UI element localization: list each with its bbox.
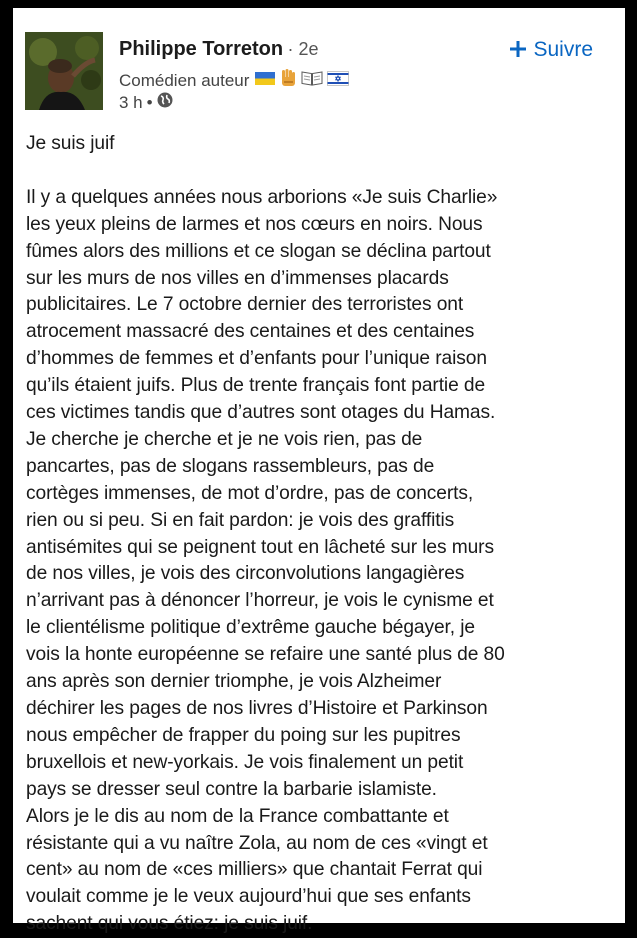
post-meta-row <box>119 92 173 113</box>
avatar-photo <box>25 32 103 110</box>
israel-flag-icon <box>327 71 349 91</box>
post-timestamp[interactable]: 3 h <box>119 92 143 112</box>
author-headline-row <box>119 68 353 93</box>
post-line: publicitaires. Le 7 octobre dernier des terroristes ont <box>26 294 464 316</box>
post-line: sur les murs de nos villes en d’immenses placards <box>26 267 449 289</box>
post-line: vois la honte européenne se refaire une santé plus de 80 <box>26 644 505 666</box>
post-line: de nos villes, je vois des circonvolutions langagières <box>26 563 465 585</box>
post-line: qu’ils étaient juifs. Plus de trente français font partie de <box>26 375 486 397</box>
post-line: cent» au nom de «ces milliers» que chantait Ferrat qui <box>26 859 483 881</box>
post-line: bruxellois et new-yorkais. Je vois finalement un petit <box>26 751 464 773</box>
post-line: antisémites qui se peignent tout en lâcheté sur les murs <box>26 536 494 558</box>
follow-button[interactable] <box>509 38 593 62</box>
avatar[interactable] <box>25 32 103 110</box>
post-line: le clientélisme politique d’extrême gauche bégayer, je <box>26 617 475 639</box>
post-line: sachent qui vous étiez: je suis juif. <box>26 913 313 935</box>
post-line: résistante qui a vu naître Zola, au nom de ces «vingt et <box>26 832 488 854</box>
post-line: rien ou si peu. Si en fait pardon: je vois des graffitis <box>26 509 455 531</box>
post-line: Alors je le dis au nom de la France combattante et <box>26 805 449 827</box>
book-icon <box>301 70 323 91</box>
follow-label: Suivre <box>533 38 593 61</box>
post-line: Je cherche je cherche et je ne vois rien, pas de <box>26 428 423 450</box>
post-line: n’arrivant pas à dénoncer l’horreur, je vois le cynisme et <box>26 590 494 612</box>
ukraine-flag-icon <box>255 72 275 90</box>
post-line: atrocement massacré des centaines et des centaines <box>26 321 475 343</box>
post-line: pancartes, pas de slogans rassembleurs, pas de <box>26 455 435 477</box>
post-line: ans après son dernier triomphe, je vois Alzheimer <box>26 671 442 693</box>
post-line: les yeux pleins de larmes et nos cœurs en noirs. Nous <box>26 213 483 235</box>
post-card <box>13 8 625 935</box>
plus-icon <box>509 40 527 61</box>
post-line: déchirer les pages de nos livres d’Histoire et Parkinson <box>26 698 488 720</box>
post-line: voulait comme je le veux aujourd’hui que ses enfants <box>26 886 471 908</box>
post-line: cortèges immenses, de mot d’ordre, pas de concerts, <box>26 482 474 504</box>
post-line: Il y a quelques années nous arborions «Je suis Charlie» <box>26 186 498 208</box>
post-line: fûmes alors des millions et ce slogan se déclina partout <box>26 240 491 262</box>
post-line: d’hommes de femmes et d’enfants pour l’unique raison <box>26 348 487 370</box>
headline-badges <box>255 68 353 93</box>
author-row <box>119 38 319 61</box>
post-line: nous empêcher de frapper du poing sur les pupitres <box>26 724 461 746</box>
connection-degree: · 2e <box>287 39 319 59</box>
post-line: pays se dresser seul contre la barbarie islamiste. <box>26 778 437 800</box>
globe-icon <box>157 92 173 113</box>
hand-icon <box>279 68 297 93</box>
post-line: ces victimes tandis que d’autres sont otages du Hamas. <box>26 402 496 424</box>
post-title: Je suis juif <box>26 133 115 154</box>
meta-separator: • <box>146 92 153 112</box>
post-text <box>26 131 616 938</box>
author-headline: Comédien auteur <box>119 70 250 90</box>
author-name[interactable]: Philippe Torreton <box>119 38 284 60</box>
